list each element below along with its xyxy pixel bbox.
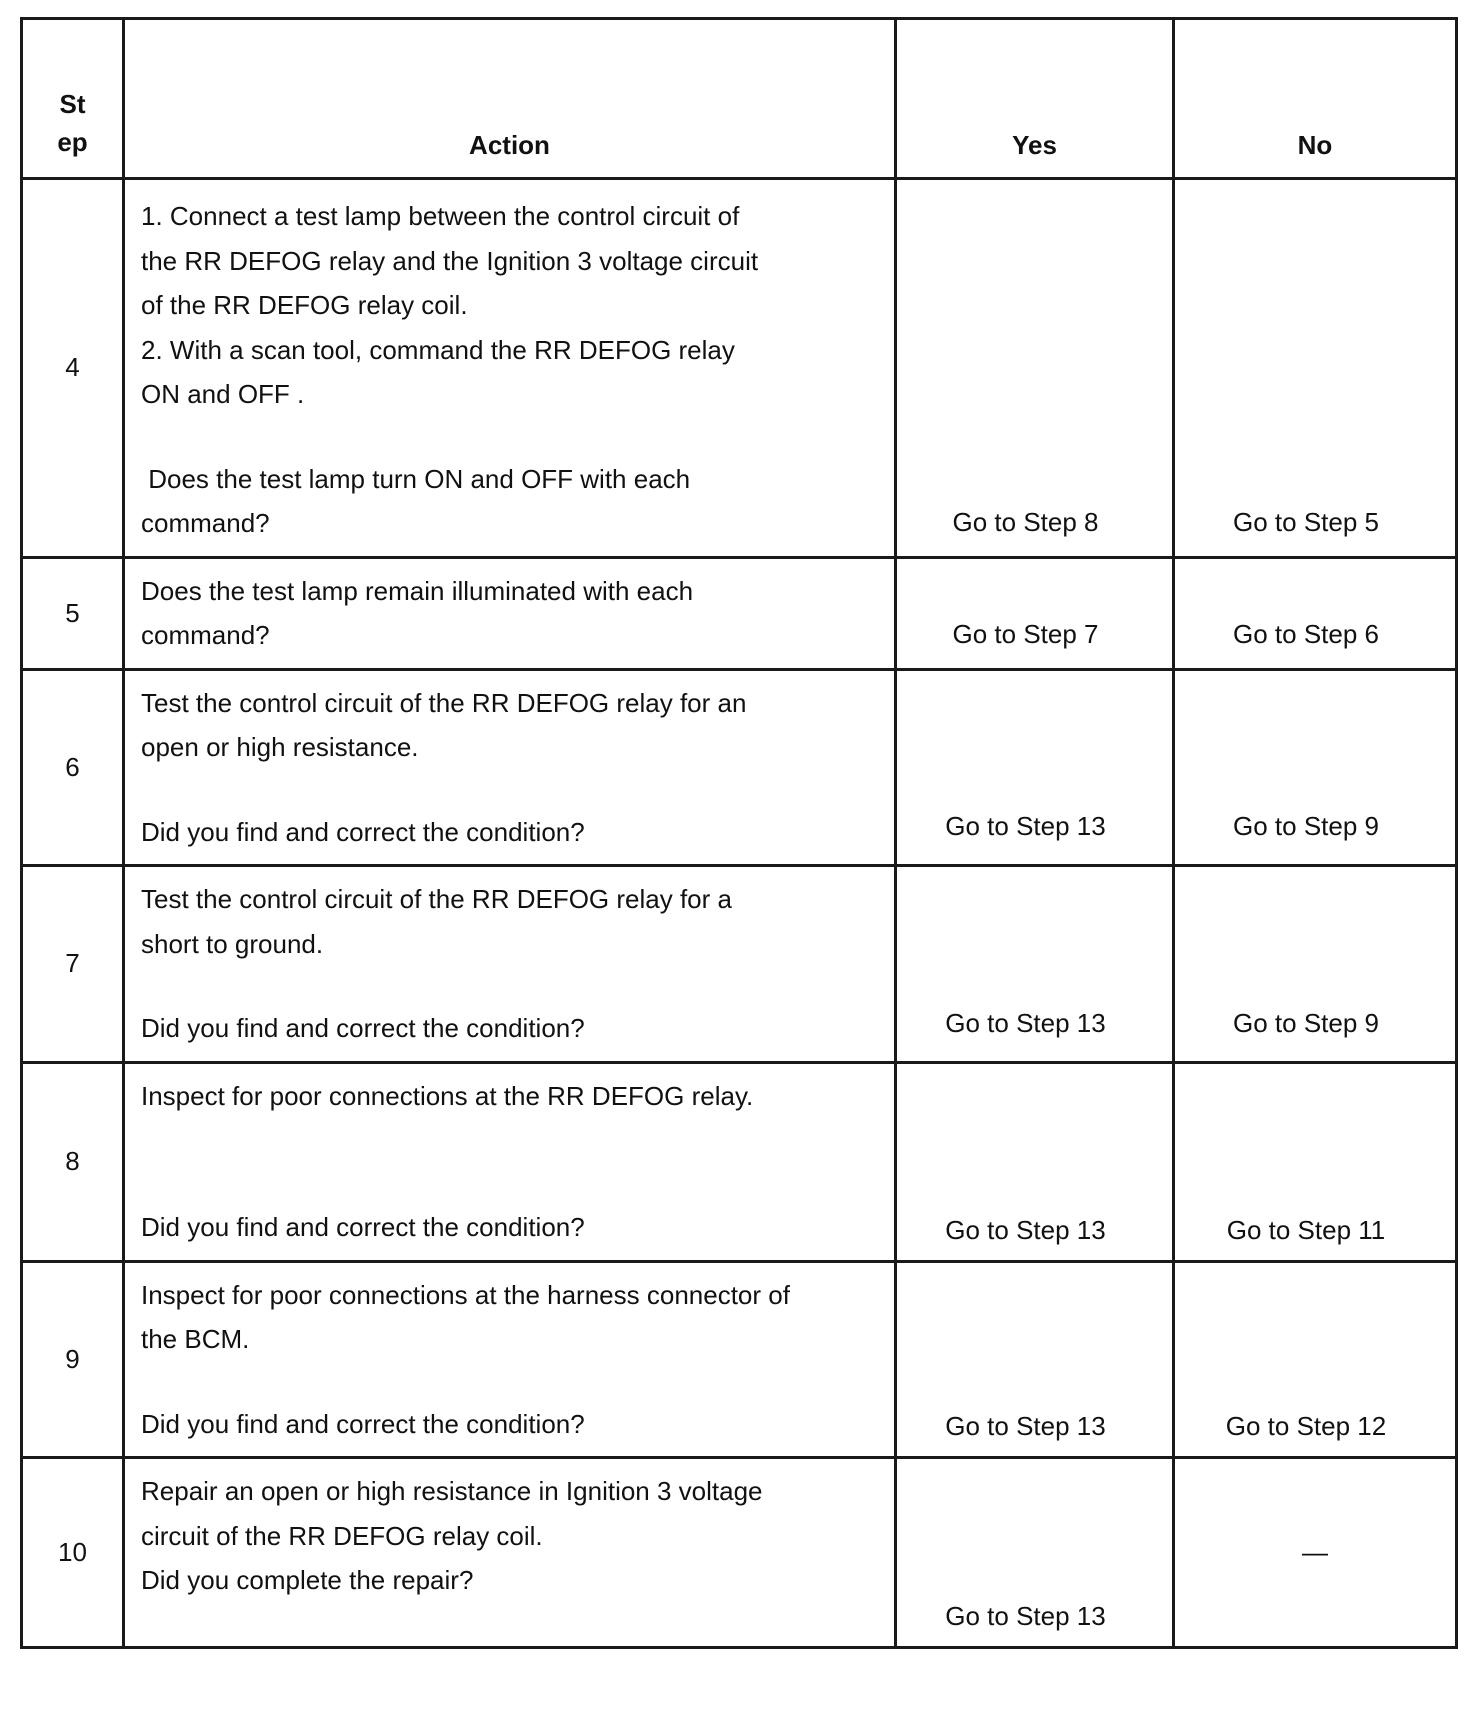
no-result: Go to Step 12 <box>1174 1261 1457 1458</box>
action-line: open or high resistance. <box>141 732 419 762</box>
yes-result: Go to Step 13 <box>896 669 1174 866</box>
step-number: 10 <box>22 1458 124 1648</box>
action-cell <box>124 866 896 1063</box>
header-action: Action <box>124 19 896 179</box>
yes-result: Go to Step 8 <box>896 179 1174 558</box>
action-cell <box>124 669 896 866</box>
yes-result: Go to Step 13 <box>896 1261 1174 1458</box>
yes-result: Go to Step 13 <box>896 866 1174 1063</box>
action-line: circuit of the RR DEFOG relay coil. <box>141 1520 543 1551</box>
table-header-row <box>22 19 1457 179</box>
no-result: — <box>1174 1458 1457 1648</box>
step-number: 5 <box>22 557 124 669</box>
action-line: Inspect for poor connections at the RR DEFOG relay. <box>141 1080 754 1111</box>
question-line: Did you find and correct the condition? <box>141 1408 585 1439</box>
action-line: short to ground. <box>141 928 324 959</box>
action-cell <box>124 1062 896 1261</box>
action-line: Repair an open or high resistance in Ignition 3 voltage <box>141 1476 763 1506</box>
table-row <box>22 557 1457 669</box>
header-yes: Yes <box>896 19 1174 179</box>
table-row <box>22 866 1457 1063</box>
no-result: Go to Step 5 <box>1174 179 1457 558</box>
no-result: Go to Step 6 <box>1174 557 1457 669</box>
question-line: Did you complete the repair? <box>141 1565 474 1595</box>
no-result: Go to Step 9 <box>1174 866 1457 1063</box>
action-line: command? <box>141 620 270 650</box>
step-number: 4 <box>22 179 124 558</box>
action-line: ON and OFF . <box>141 379 305 409</box>
step-number: 8 <box>22 1062 124 1261</box>
action-line: Test the control circuit of the RR DEFOG relay for an <box>141 687 747 718</box>
table-row <box>22 669 1457 866</box>
step-number: 9 <box>22 1261 124 1458</box>
question-line: Did you find and correct the condition? <box>141 1013 585 1043</box>
header-step: St ep <box>22 19 124 179</box>
table-row <box>22 1062 1457 1261</box>
question-line: Did you find and correct the condition? <box>141 816 585 847</box>
step-number: 6 <box>22 669 124 866</box>
table-row <box>22 1261 1457 1458</box>
table-row <box>22 1458 1457 1648</box>
step-number: 7 <box>22 866 124 1063</box>
action-line: the BCM. <box>141 1324 250 1354</box>
action-cell <box>124 179 896 558</box>
action-line: 1. Connect a test lamp between the control circuit of <box>141 201 740 231</box>
action-cell <box>124 1261 896 1458</box>
question-line: Does the test lamp turn ON and OFF with each <box>141 463 691 494</box>
action-cell <box>124 1458 896 1648</box>
action-line: 2. With a scan tool, command the RR DEFOG relay <box>141 334 735 365</box>
question-line: command? <box>141 508 270 538</box>
action-line: Inspect for poor connections at the harness connector of <box>141 1279 790 1310</box>
action-line: of the RR DEFOG relay coil. <box>141 290 468 320</box>
action-line: Test the control circuit of the RR DEFOG relay for a <box>141 884 732 914</box>
header-no: No <box>1174 19 1457 179</box>
yes-result: Go to Step 13 <box>896 1062 1174 1261</box>
action-line: Does the test lamp remain illuminated with each <box>141 575 694 606</box>
no-result: Go to Step 11 <box>1174 1062 1457 1261</box>
action-line: the RR DEFOG relay and the Ignition 3 voltage circuit <box>141 245 759 276</box>
yes-result: Go to Step 7 <box>896 557 1174 669</box>
yes-result: Go to Step 13 <box>896 1458 1174 1648</box>
no-result: Go to Step 9 <box>1174 669 1457 866</box>
table-row <box>22 179 1457 558</box>
action-cell <box>124 557 896 669</box>
question-line: Did you find and correct the condition? <box>141 1212 585 1242</box>
diagnostic-table <box>20 17 1458 1649</box>
